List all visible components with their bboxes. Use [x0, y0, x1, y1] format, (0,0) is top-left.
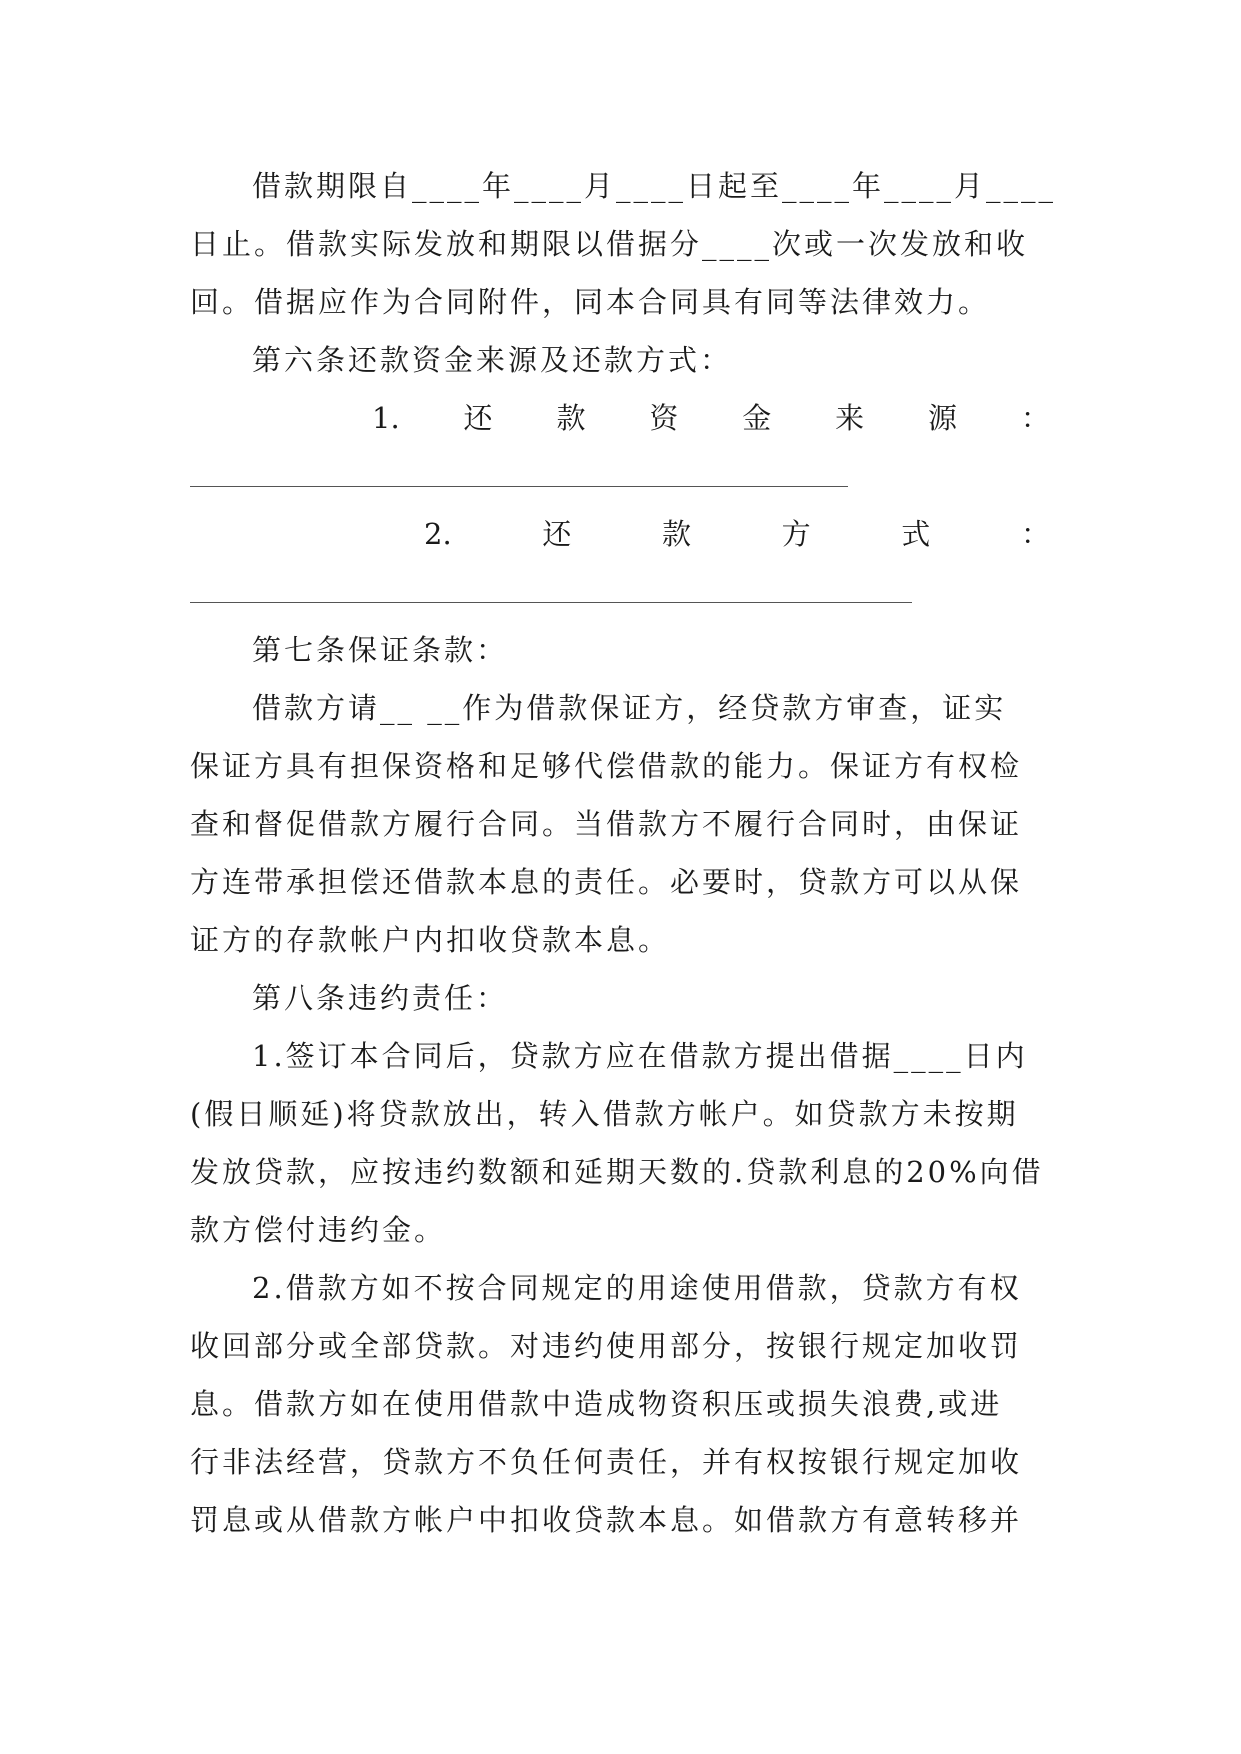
item-number: 2.	[424, 517, 452, 551]
text-line: 证方的存款帐户内扣收贷款本息。	[190, 923, 671, 957]
item-repayment-method	[424, 514, 1050, 554]
spaced-char: ：	[1020, 401, 1050, 435]
spaced-char: 款	[661, 517, 691, 551]
text-line: 日止。借款实际发放和期限以借据分____次或一次发放和收	[190, 227, 1029, 261]
text-line: 款方偿付违约金。	[190, 1213, 447, 1247]
spaced-char: ：	[1020, 517, 1050, 551]
spaced-char: 来	[835, 401, 865, 435]
fill-in-line	[190, 486, 848, 487]
section-heading-8: 第八条违约责任：	[252, 981, 509, 1015]
item-repayment-source	[372, 398, 1050, 438]
text-line: 行非法经营，贷款方不负任何责任，并有权按银行规定加收	[190, 1445, 1023, 1479]
spaced-char: 源	[928, 401, 958, 435]
text-line: 借款期限自____年____月____日起至____年____月____	[252, 169, 1057, 203]
text-line: 保证方具有担保资格和足够代偿借款的能力。保证方有权检	[190, 749, 1023, 783]
section-heading-7: 第七条保证条款：	[252, 633, 509, 667]
text-line: 罚息或从借款方帐户中扣收贷款本息。如借款方有意转移并	[190, 1503, 1023, 1537]
text-line: 息。借款方如在使用借款中造成物资积压或损失浪费,或进	[190, 1387, 1003, 1421]
spaced-char: 还	[542, 517, 572, 551]
spaced-char: 方	[781, 517, 811, 551]
text-line: 方连带承担偿还借款本息的责任。必要时，贷款方可以从保	[190, 865, 1023, 899]
text-line: 查和督促借款方履行合同。当借款方不履行合同时，由保证	[190, 807, 1023, 841]
spaced-char: 资	[649, 401, 679, 435]
text-line: 1.签订本合同后，贷款方应在借款方提出借据____日内	[252, 1039, 1028, 1073]
text-line: (假日顺延)将贷款放出，转入借款方帐户。如贷款方未按期	[190, 1097, 1019, 1131]
text-line: 发放贷款，应按违约数额和延期天数的.贷款利息的20%向借	[190, 1155, 1044, 1189]
text-line: 收回部分或全部贷款。对违约使用部分，按银行规定加收罚	[190, 1329, 1023, 1363]
text-line: 2.借款方如不按合同规定的用途使用借款，贷款方有权	[252, 1271, 1022, 1305]
section-heading-6: 第六条还款资金来源及还款方式：	[252, 343, 733, 377]
spaced-char: 款	[556, 401, 586, 435]
spaced-char: 金	[742, 401, 772, 435]
spaced-char: 式	[901, 517, 931, 551]
spaced-char: 还	[463, 401, 493, 435]
text-line: 回。借据应作为合同附件，同本合同具有同等法律效力。	[190, 285, 991, 319]
text-line: 借款方请__ __作为借款保证方，经贷款方审查，证实	[252, 691, 1007, 725]
item-number: 1.	[372, 401, 400, 435]
fill-in-line	[190, 602, 912, 603]
